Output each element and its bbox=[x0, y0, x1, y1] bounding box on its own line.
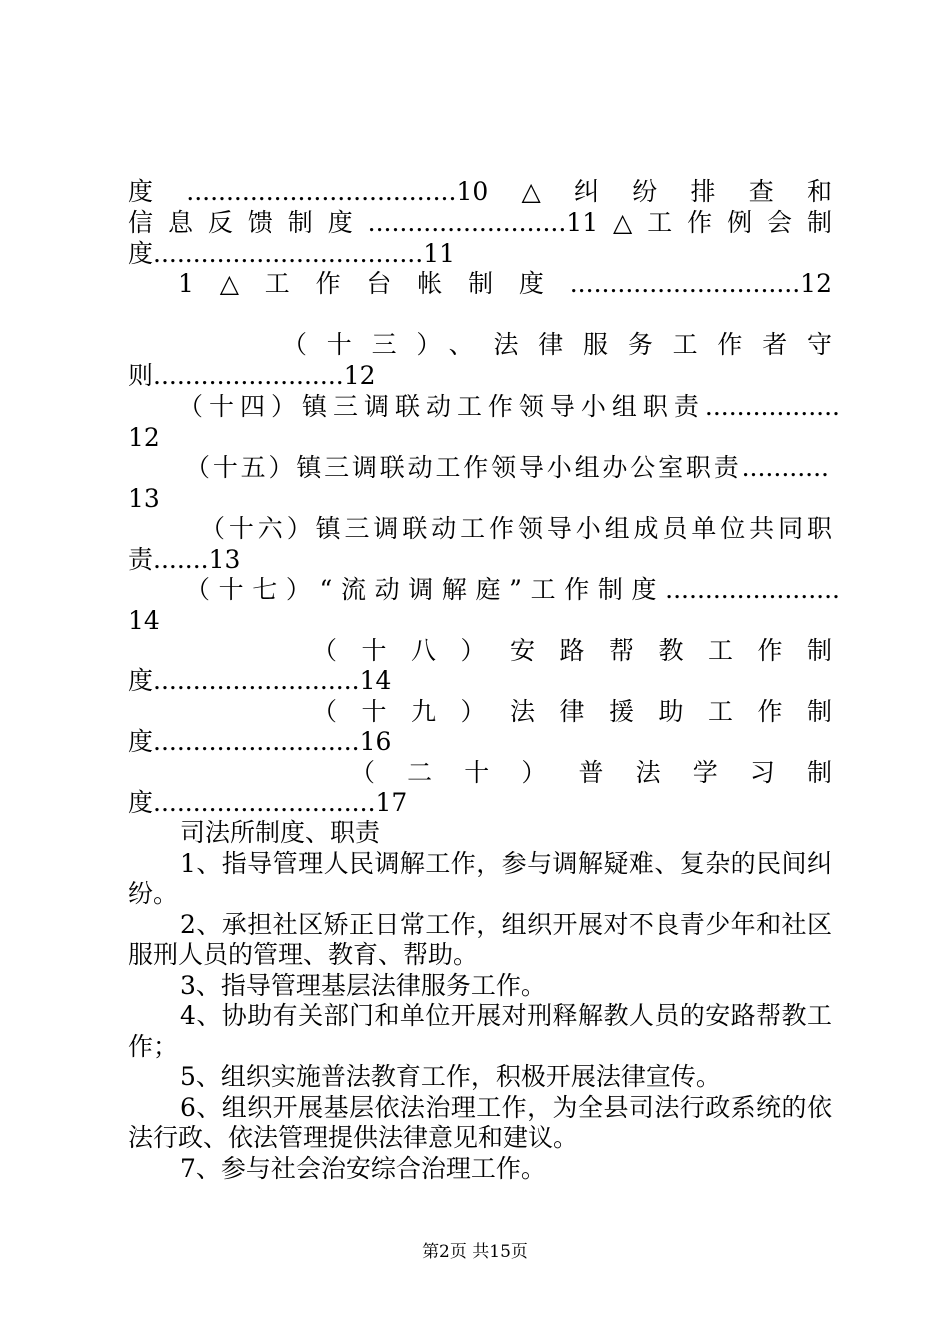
body-paragraph-line: 7、参与社会治安综合治理工作。 bbox=[180, 1154, 546, 1183]
toc-line: （十四）镇三调联动工作领导小组职责................. bbox=[178, 392, 840, 421]
toc-line: （十九）法律援助工作制 bbox=[312, 697, 832, 726]
toc-line: （十七）“流动调解庭”工作制度...................... bbox=[185, 575, 840, 604]
body-paragraph-line: 1、指导管理人民调解工作，参与调解疑难、复杂的民间纠 bbox=[180, 849, 832, 878]
toc-line: 度............................17 bbox=[128, 788, 408, 817]
toc-line: 度..................................11 bbox=[128, 239, 456, 268]
toc-line: 度..........................16 bbox=[128, 727, 392, 756]
toc-line: 信息反馈制度.........................11△工作例会制 bbox=[128, 208, 832, 237]
body-paragraph-line: 3、指导管理基层法律服务工作。 bbox=[180, 971, 546, 1000]
toc-line: （十六）镇三调联动工作领导小组成员单位共同职 bbox=[200, 514, 832, 543]
body-paragraph-line: 纷。 bbox=[128, 879, 179, 908]
body-paragraph-line: 4、协助有关部门和单位开展对刑释解教人员的安路帮教工 bbox=[180, 1001, 832, 1030]
toc-line: 14 bbox=[128, 606, 160, 635]
toc-line: 13 bbox=[128, 484, 160, 513]
body-paragraph-line: 法行政、依法管理提供法律意见和建议。 bbox=[128, 1123, 579, 1152]
body-paragraph-line: 服刑人员的管理、教育、帮助。 bbox=[128, 940, 479, 969]
toc-line: 责.......13 bbox=[128, 545, 241, 574]
section-heading: 司法所制度、职责 bbox=[180, 818, 381, 847]
toc-line: 度..........................14 bbox=[128, 666, 392, 695]
toc-line: （十五）镇三调联动工作领导小组办公室职责........... bbox=[185, 453, 829, 482]
body-paragraph-line: 2、承担社区矫正日常工作，组织开展对不良青少年和社区 bbox=[180, 910, 832, 939]
body-paragraph-line: 5、组织实施普法教育工作，积极开展法律宣传。 bbox=[180, 1062, 721, 1091]
toc-line: 度..................................10△纠纷排查和 bbox=[128, 177, 832, 206]
toc-line: （二十）普法学习制 bbox=[350, 758, 832, 787]
toc-line: （十八）安路帮教工作制 bbox=[312, 636, 832, 665]
toc-line: 1△工作台帐制度.............................12 bbox=[178, 269, 832, 298]
toc-line: 则........................12 bbox=[128, 361, 376, 390]
body-paragraph-line: 作； bbox=[128, 1032, 179, 1061]
body-paragraph-line: 6、组织开展基层依法治理工作，为全县司法行政系统的依 bbox=[180, 1093, 832, 1122]
toc-line: （十三）、法律服务工作者守 bbox=[282, 330, 832, 359]
page-footer: 第2页 共15页 bbox=[422, 1242, 528, 1262]
toc-line: 12 bbox=[128, 423, 160, 452]
